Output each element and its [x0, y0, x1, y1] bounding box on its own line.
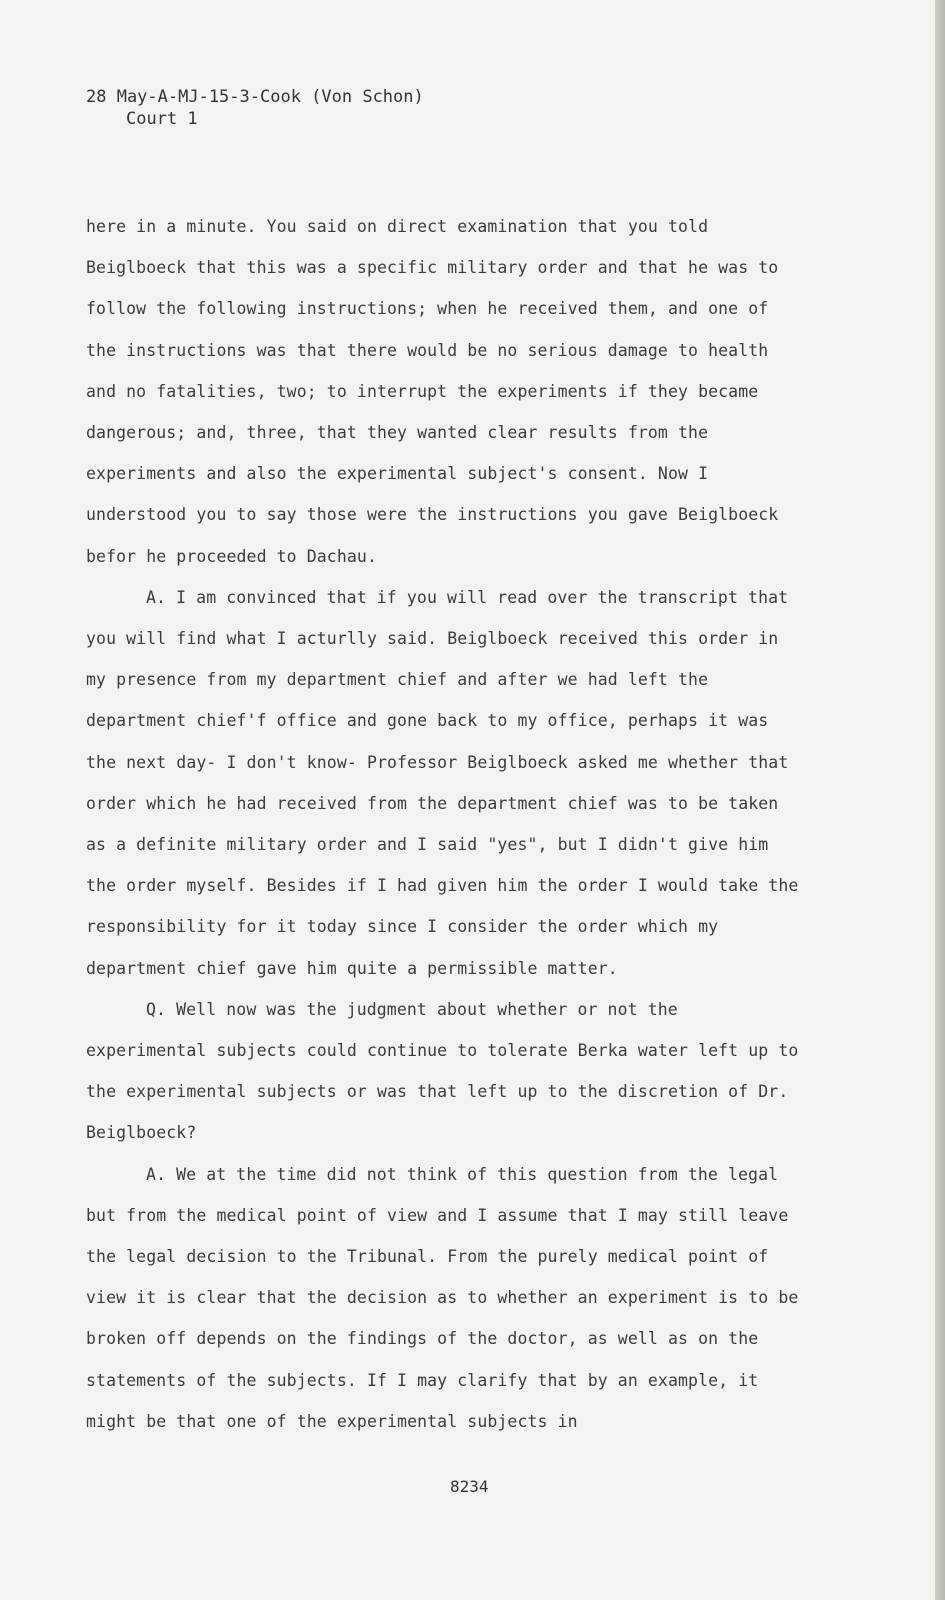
paragraph-question-continued: here in a minute. You said on direct examination that you told Beiglboeck that this was a specific military order and that he was to follow the following instructions; when he received them, and one of the instructions was that there would be no serious damage to health and no fatalities, two; to interrupt the experiments if they became dangerous; and, three, that they wanted clear results from the experiments and also the experimental subject's consent. Now I understood you to say those were the instructions you gave Beiglboeck befor he proceeded to Dachau. [86, 217, 779, 566]
transcript-body [86, 206, 801, 1442]
document-header [86, 86, 424, 130]
paragraph-answer-1: A. I am convinced that if you will read over the transcript that you will find what I acturlly said. Beiglboeck received this order in my presence from my department chief and after we had left the department chief'f office and gone back to my office, perhaps it was the next day- I don't know- Professor Beiglboeck asked me whether that order which he had received from the department chief was to be taken as a definite military order and I said "yes", but I didn't give him the order myself. Besides if I had given him the order I would take the responsibility for it today since I consider the order which my department chief gave him quite a permissible matter. [86, 587, 799, 978]
header-reference: 28 May-A-MJ-15-3-Cook (Von Schon) [86, 87, 424, 107]
paragraph-answer-2: A. We at the time did not think of this question from the legal but from the medical point of view and I assume that I may still leave the legal decision to the Tribunal. From the purely medical point of view it is clear that the decision as to whether an experiment is to be broken off depends on the findings of the doctor, as well as on the statements of the subjects. If I may clarify that by an example, it might be that one of the experimental subjects in [86, 1164, 799, 1431]
header-court: Court 1 [126, 109, 198, 129]
paragraph-question-2: Q. Well now was the judgment about whether or not the experimental subjects could continue to tolerate Berka water left up to the experimental subjects or was that left up to the discretion of Dr. Beiglboeck? [86, 999, 799, 1143]
page-number: 8234 [450, 1477, 489, 1496]
page-edge [935, 0, 945, 1600]
